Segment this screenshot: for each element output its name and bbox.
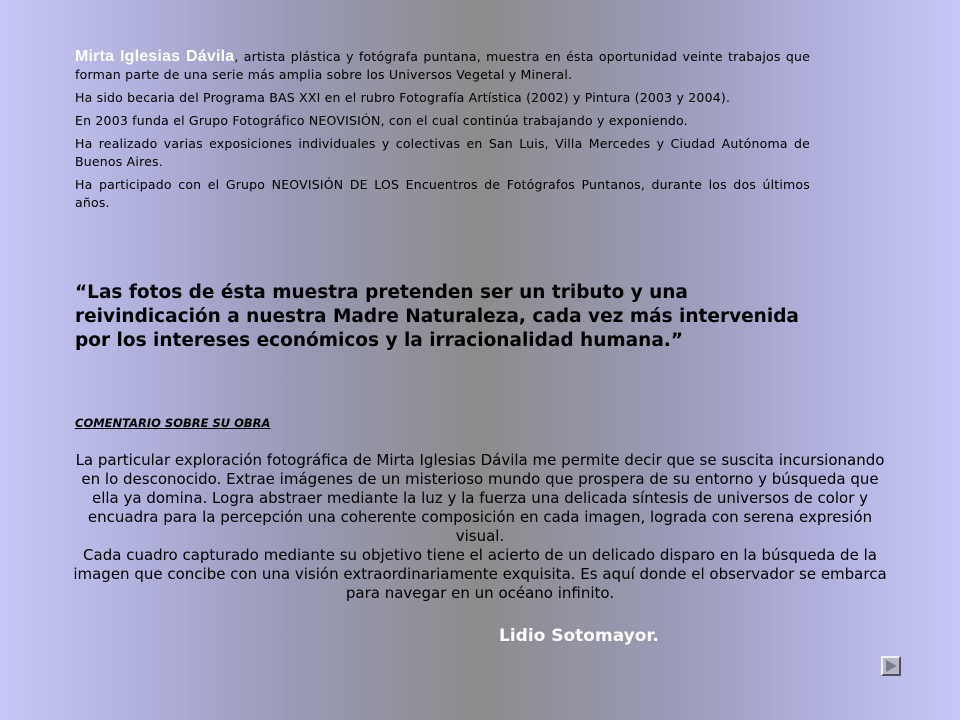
artist-name: Mirta Iglesias Dávila [75, 48, 235, 65]
comment-heading: COMENTARIO SOBRE SU OBRA [75, 416, 271, 430]
play-triangle-icon [883, 658, 899, 674]
comment-paragraph: Cada cuadro capturado mediante su objetivo tiene el acierto de un delicado disparo en la búsqueda de la imagen que concibe con una visión extraordinariamente exquisita. Es aquí donde el observador se embarca para navegar en un océano infinito. [73, 546, 887, 602]
bio-paragraph: En 2003 funda el Grupo Fotográfico NEOVISIÓN, con el cual continúa trabajando y exponiendo. [75, 113, 688, 128]
bio-intro [75, 48, 810, 84]
bio-intro-text: , artista plástica y fotógrafa puntana, muestra en ésta oportunidad veinte trabajos que forman parte de una serie más amplia sobre los Universos Vegetal y Mineral. [75, 49, 810, 82]
comment-paragraph: La particular exploración fotográfica de Mirta Iglesias Dávila me permite decir que se suscita incursionando en lo desconocido. Extrae imágenes de un misterioso mundo que prospera de su entorno y búsqueda que ella ya domina. Logra abstraer mediante la luz y la fuerza una delicada síntesis de universos de color y encuadra para la percepción una coherente composición en cada imagen, lograda con serena expresión visual. [75, 451, 885, 545]
artist-bio [75, 48, 810, 217]
comment-body [70, 451, 890, 603]
next-slide-button[interactable] [881, 656, 901, 676]
bio-paragraph: Ha realizado varias exposiciones individuales y colectivas en San Luis, Villa Mercedes y Ciudad Autónoma de Buenos Aires. [75, 136, 810, 169]
artist-quote: “Las fotos de ésta muestra pretenden ser un tributo y una reivindicación a nuestra Madre Naturaleza, cada vez más intervenida por los intereses económicos y la irracionalidad humana.” [75, 282, 799, 351]
bio-paragraph: Ha sido becaria del Programa BAS XXI en el rubro Fotografía Artística (2002) y Pintura (2003 y 2004). [75, 90, 731, 105]
signature: Lidio Sotomayor. [499, 626, 659, 646]
bio-paragraph: Ha participado con el Grupo NEOVISIÓN DE LOS Encuentros de Fotógrafos Puntanos, durante los dos últimos años. [75, 177, 810, 210]
